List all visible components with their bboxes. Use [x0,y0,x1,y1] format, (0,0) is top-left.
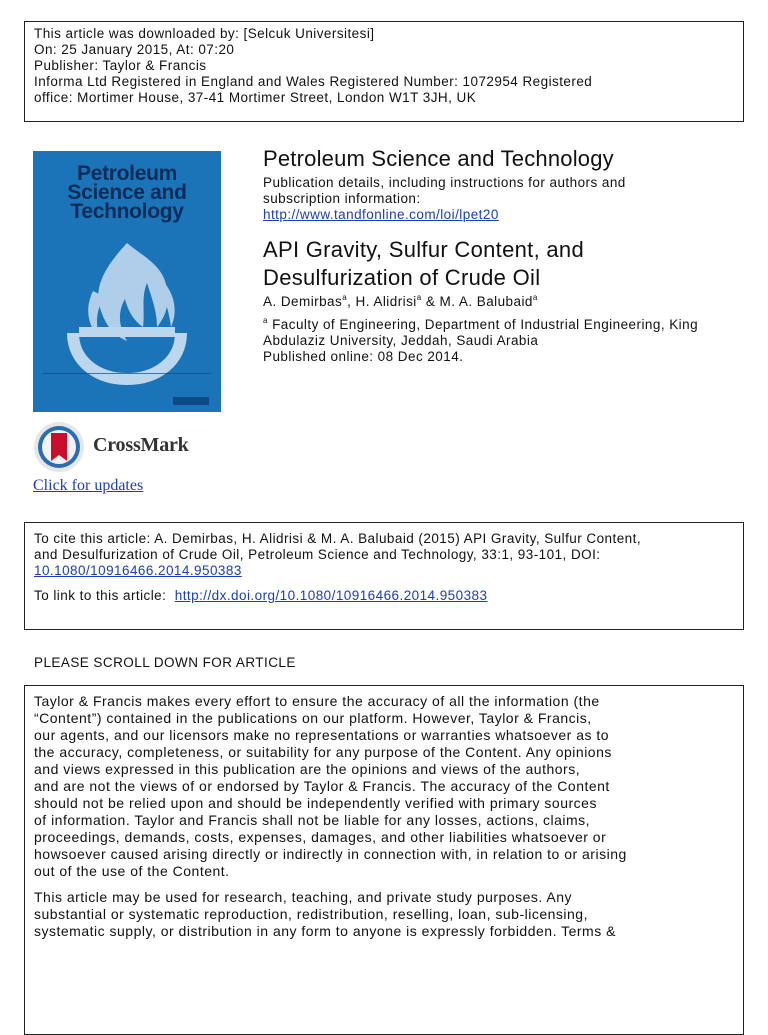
affiliation [263,317,698,365]
affiliation-line: Abdulaziz University, Jeddah, Saudi Arabia [263,333,539,348]
article-link-row [34,588,734,604]
cover-divider [43,373,211,374]
author-affiliation-mark: a [416,293,422,302]
author-affiliation-mark: a [342,293,348,302]
disclaimer-line: “Content”) contained in the publications on our platform. However, Taylor & Francis, [34,710,592,726]
disclaimer-line: substantial or systematic reproduction, redistribution, reselling, loan, sub-licensing, [34,906,588,922]
download-line: office: Mortimer House, 37-41 Mortimer Street, London W1T 3JH, UK [34,90,477,105]
disclaimer-line: proceedings, demands, costs, expenses, damages, and other liabilities whatsoever or [34,829,607,845]
author-name: H. Alidrisi [355,294,417,309]
disclaimer-line: howsoever caused arising directly or indirectly in connection with, in relation to or arising [34,846,627,862]
crossmark-label[interactable]: CrossMark [93,434,189,456]
details-line: Publication details, including instructions for authors and [263,175,626,190]
scroll-notice: PLEASE SCROLL DOWN FOR ARTICLE [34,655,296,670]
author-name: M. A. Balubaid [439,294,533,309]
disclaimer-line: and are not the views of or endorsed by Taylor & Francis. The accuracy of the Content [34,778,610,794]
published-date: Published online: 08 Dec 2014. [263,349,464,364]
disclaimer-line: out of the use of the Content. [34,863,230,879]
article-url-link[interactable]: http://dx.doi.org/10.1080/10916466.2014.950383 [174,588,488,603]
disclaimer-line: the accuracy, completeness, or suitability for any purpose of the Content. Any opinions [34,744,612,760]
disclaimer-line: and views expressed in this publication are the opinions and views of the authors, [34,761,581,777]
author-affiliation-mark: a [532,293,538,302]
citation-line: To cite this article: A. Demirbas, H. Alidrisi & M. A. Balubaid (2015) API Gravity, Sulfur Content, [34,531,642,546]
details-line: subscription information: [263,191,421,206]
citation-line: and Desulfurization of Crude Oil, Petroleum Science and Technology, 33:1, 93-101, DOI: [34,547,601,562]
download-line: Publisher: Taylor & Francis [34,58,207,73]
disclaimer-line: should not be relied upon and should be independently verified with primary sources [34,795,597,811]
article-title [263,236,584,292]
journal-url-link[interactable]: http://www.tandfonline.com/loi/lpet20 [263,207,499,222]
disclaimer-paragraph [34,693,734,880]
disclaimer-line: of information. Taylor and Francis shall not be liable for any losses, actions, claims, [34,812,591,828]
disclaimer-line: Taylor & Francis makes every effort to ensure the accuracy of all the information (the [34,693,600,709]
cover-title-line: Technology [70,200,184,223]
publisher-logo-icon [173,397,209,405]
publication-details [263,175,626,223]
author-list [263,294,538,310]
download-line: Informa Ltd Registered in England and Wales Registered Number: 1072954 Registered [34,74,593,89]
author-name: A. Demirbas [263,294,343,309]
doi-link[interactable]: 10.1080/10916466.2014.950383 [34,563,242,578]
cover-title-line: Petroleum [77,162,177,185]
author-separator: & [421,294,440,309]
disclaimer-line: This article may be used for research, teaching, and private study purposes. Any [34,889,573,905]
download-line: On: 25 January 2015, At: 07:20 [34,42,235,57]
click-for-updates-link[interactable]: Click for updates [33,477,144,494]
affiliation-line [263,317,698,333]
disclaimer-line: systematic supply, or distribution in any form to anyone is expressly forbidden. Terms & [34,923,616,939]
journal-cover-image [33,151,221,412]
download-info-box [24,21,744,122]
article-title-line: API Gravity, Sulfur Content, and [263,237,585,262]
disclaimer-line: our agents, and our licensors make no representations or warranties whatsoever as to [34,727,610,743]
article-title-line: Desulfurization of Crude Oil [263,265,541,290]
crossmark-icon[interactable] [33,421,85,473]
affiliation-mark: a [263,316,268,325]
author-separator: , [347,294,356,309]
journal-title: Petroleum Science and Technology [263,146,614,171]
disclaimer-box [24,685,744,1035]
cover-title-line: Science and [67,181,187,204]
link-label: To link to this article: [34,588,167,603]
affiliation-text: Faculty of Engineering, Department of Industrial Engineering, King [272,317,699,332]
download-line: This article was downloaded by: [Selcuk Universitesi] [34,26,375,41]
disclaimer-paragraph [34,889,734,940]
citation-box [24,522,744,630]
